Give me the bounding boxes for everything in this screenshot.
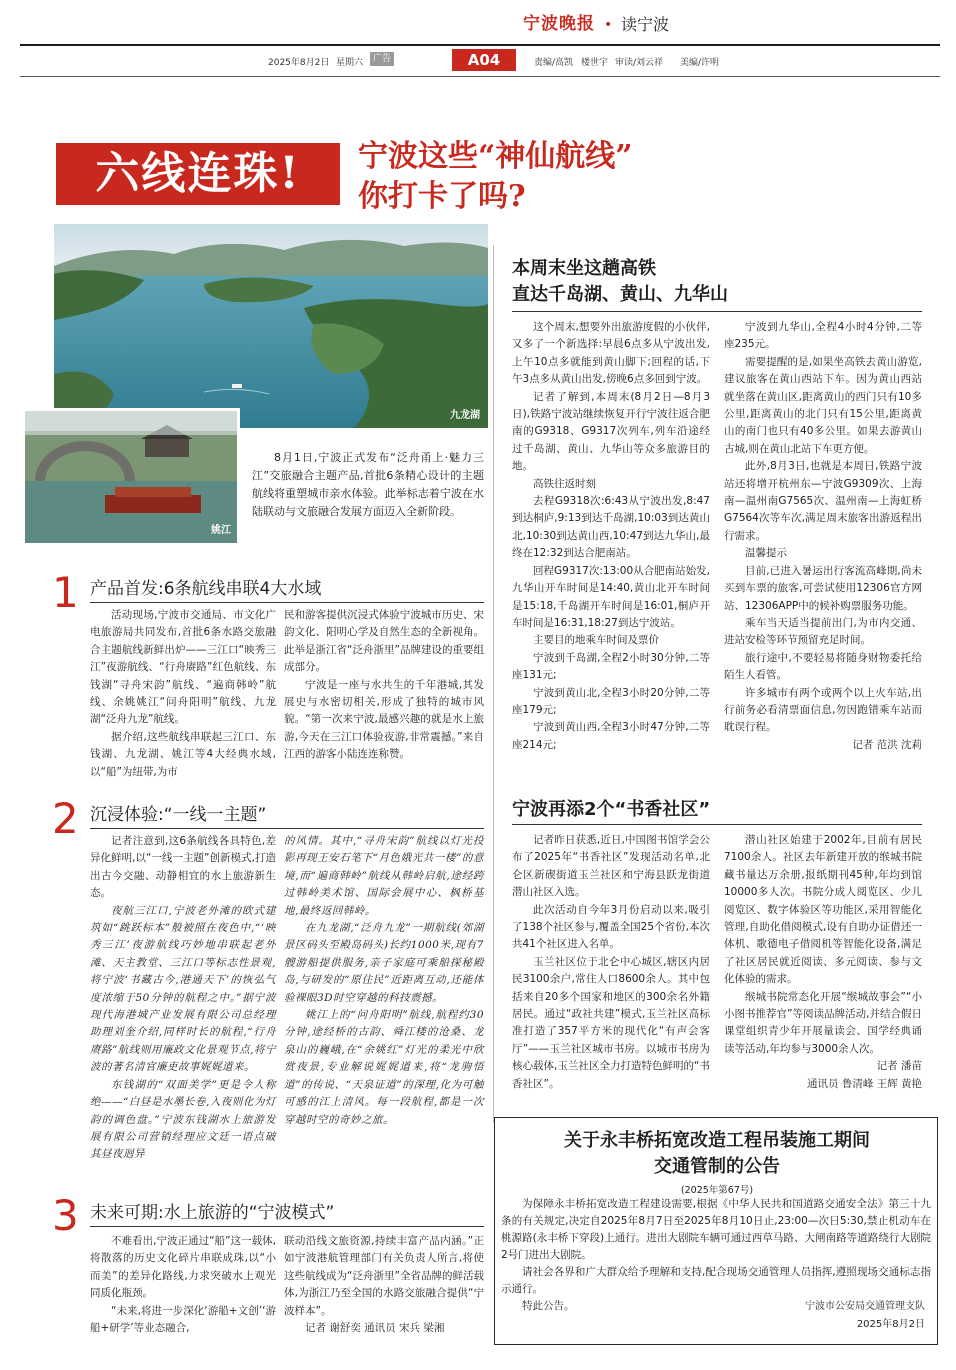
section-title-1: 产品首发:6条航线串联4大水域 xyxy=(90,579,322,599)
page-number: A04 xyxy=(452,49,516,71)
byline: 通讯员 鲁清峰 王辉 黄艳 xyxy=(806,1077,922,1090)
rail-article-column-a xyxy=(512,319,710,754)
masthead-section: 读宁波 xyxy=(621,15,670,34)
section-3-column-a xyxy=(90,1233,276,1337)
byline: 记者 范洪 沈莉 xyxy=(852,738,922,751)
book-article-rule xyxy=(512,824,922,825)
issue-weekday: 星期六 xyxy=(336,58,364,68)
rail-article-rule xyxy=(512,311,922,312)
paragraph: 旅行途中,不要轻易将随身财物委托给陌生人看管。 xyxy=(724,651,922,682)
paragraph: 联动沿线文旅资源,持续丰富产品内涵。”正如宁波港航管理部门有关负责人所言,将使这些航线成为“泛舟浙里”全省品牌的鲜活载体,为浙江乃至全国的水路交旅融合提供“宁波样本”。 xyxy=(284,1235,484,1317)
byline: 记者 潘苗 xyxy=(876,1060,922,1073)
book-article-title: 宁波再添2个“书香社区” xyxy=(512,799,711,820)
section-1-column-a xyxy=(90,607,276,781)
paragraph: 据介绍,这些航线串联起三江口、东钱湖、九龙湖、姚江等4大经典水域,以“船”为纽带,为市 xyxy=(90,730,276,778)
credit-review: 审读/刘云祥 xyxy=(615,58,664,68)
masthead-logo: 宁波晚报 xyxy=(523,14,595,34)
paragraph: 民和游客提供沉浸式体验宁波城市历史、宋韵文化、阳明心学及自然生态的全新视角。此举是浙江省“泛舟浙里”品牌建设的重要组成部分。 xyxy=(284,609,484,674)
paragraph: 请社会各界和广大群众给予理解和支持,配合现场交通管理人员指挥,遵照现场交通标志指示通行。 xyxy=(501,1266,931,1295)
paragraph: 记者注意到,这6条航线各具特色,差异化鲜明,以“一线一主题”创新模式,打造出古今交融、动静相宜的水上旅游新生态。 xyxy=(90,835,276,900)
paragraph: 许多城市有两个或两个以上火车站,出行前务必看清票面信息,勿因跑错乘车站而耽误行程。 xyxy=(724,686,922,734)
notice-number: (2025年第67号) xyxy=(680,1185,754,1196)
section-rule-2 xyxy=(90,828,484,829)
rail-article-title-1: 本周末坐这趟高铁 xyxy=(512,258,656,279)
section-title-2: 沉浸体验:“一线一主题” xyxy=(90,805,267,825)
section-rule-3 xyxy=(90,1226,484,1227)
paragraph: 潜山社区始建于2002年,目前有居民7100余人。社区去年新建开放的缑城书院藏书量达万余册,报纸期刊45种,年均到馆10000多人次。书院分成人阅览区、少儿阅览区、数字体验区等功能区,采用智能化管理,自助化借阅模式,设有自助办证借还一体机、歌德电子借阅机等智能化设备,满足了社区居民就近阅读、多元阅读、参与文化体验的需求。 xyxy=(724,834,922,986)
section-number-3: 3 xyxy=(52,1191,79,1240)
yaojiang-photo-illustration xyxy=(25,411,237,543)
paragraph: 夜航三江口,宁波老外滩的欧式建筑如“跳跃标本”般被照在夜色中,“‘映秀三江’夜游航线巧妙地串联起老外滩、天主教堂、三江口等标志性景观,将宁波‘书藏古今,港通天下’的恢弘气度浓缩于50分钟的航程之中。”据宁波现代海港城产业发展有限公司总经理助理刘奎介绍,同样时长的航程,“行舟赓路”航线则用廉政文化景观节点,将宁波的著名清官廉吏故事娓娓道来。 xyxy=(90,904,276,1074)
paragraph: 去程G9318次:6:43从宁波出发,8:47到达桐庐,9:13到达千岛湖,10:03到达黄山北,10:30到达黄山西,10:47到达九华山,最终在12:32到达合肥南站。 xyxy=(512,495,710,560)
section-2-column-b xyxy=(284,833,484,1129)
notice-title-1: 关于永丰桥拓宽改造工程吊装施工期间 xyxy=(564,1130,870,1151)
lake-photo xyxy=(54,224,488,428)
section-3-column-b xyxy=(284,1233,484,1337)
book-article-column-b xyxy=(724,832,922,1093)
paragraph: 不难看出,宁波正通过“船”这一载体,将散落的历史文化碎片串联成珠,以“小而美”的差异化路线,力求突破水上观光同质化瓶颈。 xyxy=(90,1235,276,1300)
paragraph: 回程G9317次:13:00从合肥南站始发,九华山开车时间是14:40,黄山北开车时间是15:18,千岛湖开车时间是16:01,桐庐开车时间是16:31,18:27到达宁波站。 xyxy=(512,564,710,629)
paragraph: 宁波到黄山西,全程3小时47分钟,二等座214元; xyxy=(512,721,710,751)
paragraph: 此外,8月3日,也就是本周日,铁路宁波站还将增开杭州东—宁波G9309次、上海南—温州南G7565次、温州南—上海虹桥G7564次等车次,满足周末旅客出游返程出行需求。 xyxy=(724,460,922,542)
section-rule-1 xyxy=(90,602,484,603)
header-divider xyxy=(20,76,940,77)
rail-article-title-2: 直达千岛湖、黄山、九华山 xyxy=(512,284,728,305)
intro-paragraph: 8月1日,宁波正式发布“泛舟甬上·魅力三江”交旅融合主题产品,首批6条精心设计的主题航线将重塑城市亲水体验。此举标志着宁波在水陆联动与文旅融合发展方面迈入全新阶段。 xyxy=(252,451,484,518)
notice-date: 2025年8月2日 xyxy=(856,1319,925,1330)
paragraph: 这个周末,想要外出旅游度假的小伙伴,又多了一个新选择:早晨6点多从宁波出发,上午10点多就能到黄山脚下;回程的话,下午3点多从黄山出发,傍晚6点多回到宁波。 xyxy=(512,321,710,386)
lake-photo-caption: 九龙湖 xyxy=(450,409,480,421)
paragraph: 活动现场,宁波市交通局、市文化广电旅游局共同发布,首批6条水路交旅融合主题航线新鲜出炉——三江口“映秀三江”夜游航线、“行舟赓路”红色航线、东钱湖“寻舟宋韵”航线、“遍商韩岭”航线、余姚姚江“问舟阳明”航线、九龙湖“泛舟九龙”航线。 xyxy=(90,609,276,726)
paragraph: 宁波到千岛湖,全程2小时30分钟,二等座131元; xyxy=(512,651,710,682)
paragraph: 为保障永丰桥拓宽改造工程建设需要,根据《中华人民共和国道路交通安全法》第三十九条的有关规定,决定自2025年8月7日至2025年8月10日止,23:00—次日5:30,禁止机动车在桃源路(永丰桥下穿段)上通行。进出大剧院车辆可通过西草马路、大闸南路等道路绕行大剧院2号门进出大剧院。 xyxy=(501,1198,931,1261)
byline: 记者 谢舒奕 通讯员 宋兵 梁湘 xyxy=(305,1322,445,1335)
notice-title-2: 交通管制的公告 xyxy=(654,1156,780,1177)
paragraph: 宁波到九华山,全程4小时4分钟,二等座235元。 xyxy=(724,321,922,351)
paragraph: 此次活动自今年3月份启动以来,吸引了138个社区参与,覆盖全国25个省份,本次共41个社区进入名单。 xyxy=(512,903,710,951)
paragraph: 的风情。其中,“寻舟宋韵”航线以灯光投影再现王安石笔下“月色娥光共一楼”的意境,而“遍商韩岭”航线从韩岭启航,途经跨过韩岭美术馆、国际会展中心、枫桥基地,最终返回韩岭。 xyxy=(284,835,484,917)
paragraph: 宁波到黄山北,全程3小时20分钟,二等座179元; xyxy=(512,686,710,716)
masthead-rule xyxy=(20,44,940,46)
section-number-1: 1 xyxy=(52,568,79,617)
paragraph: 宁波是一座与水共生的千年港城,其发展史与水密切相关,形成了独特的城市风貌。“第一次来宁波,最感兴趣的就是水上旅游,今天在三江口体验夜游,非常震撼。”来自江西的游客小陆连连称赞。 xyxy=(284,678,484,761)
paragraph: 在九龙湖,“泛舟九龙”一期航线(郊湖景区码头至殿岛码头)长约1000米,现有7艘游船提供服务,亲子家庭可乘船探秘殿岛,与研发的“原住民”近距离互动,还能体验裸眼3D时空穿越的科技震撼。 xyxy=(284,922,484,1004)
credit-editor: 责编/高凯 xyxy=(534,58,574,68)
issue-date: 2025年8月2日 xyxy=(268,58,330,68)
book-article-column-a xyxy=(512,832,710,1093)
paragraph: 玉兰社区位于北仑中心城区,辖区内居民3100余户,常住人口8600余人。其中包括来自20多个国家和地区的300余名外籍居民。通过“政社共建”模式,玉兰社区高标准打造了357平方米的现代化“有声会客厅”——玉兰社区城市书房。以城市书房为核心载体,玉兰社区全力打造特色鲜明的“书香社区”。 xyxy=(512,955,710,1090)
paragraph: 记者了解到,本周末(8月2日—8月3日),铁路宁波站继续恢复开行宁波往返合肥南的G9318、G9317次列车,列车沿途经过千岛湖、黄山、九华山等众多旅游目的地。 xyxy=(512,390,710,473)
section-2-column-a xyxy=(90,833,276,1164)
rail-article-column-b xyxy=(724,319,922,754)
paragraph: 东钱湖的“双面美学”更是令人称绝——“白昼是水墨长卷,入夜则化为灯韵的调色盘。”宁波东钱湖水上旅游发展有限公司营销经理应文廷一语点破其昼夜迥异 xyxy=(90,1078,276,1161)
credit-layout: 楼世宇 xyxy=(581,58,609,68)
subheading: 主要目的地乘车时间及票价 xyxy=(533,634,659,647)
paragraph: 需要提醒的是,如果坐高铁去黄山游览,建议旅客在黄山西站下车。因为黄山西站就坐落在黄山区,距离黄山的西门只有10多公里,距离黄山的北门只有15公里,距离黄山的南门也只有40多公里。如果去游黄山古城,则在黄山北站下车更方便。 xyxy=(724,355,922,455)
section-title-3: 未来可期:水上旅游的“宁波模式” xyxy=(90,1203,335,1223)
traffic-notice xyxy=(494,1117,938,1345)
notice-issuer: 宁波市公安局交通管理支队 xyxy=(805,1301,925,1312)
section-1-column-b xyxy=(284,607,484,764)
paragraph: 特此公告。 xyxy=(522,1300,575,1312)
section-number-2: 2 xyxy=(52,794,79,843)
column-divider xyxy=(493,245,494,1123)
paragraph: “未来,将进一步深化‘游船+文创’‘游船+研学’等业态融合, xyxy=(90,1304,276,1335)
paragraph: 记者昨日获悉,近日,中国图书馆学会公布了2025年“书香社区”发现活动名单,北仑区新碶街道玉兰社区和宁海县跃龙街道潜山社区入选。 xyxy=(512,834,710,899)
lake-photo-illustration xyxy=(54,224,488,428)
subheading: 高铁往返时刻 xyxy=(533,477,596,490)
headline-subtitle-1: 宁波这些“神仙航线” xyxy=(358,139,633,174)
paragraph: 缑城书院常态化开展“缑城故事会”“小小图书推荐官”等阅读品牌活动,并结合假日课堂组织青少年开展量读会、国学经典诵读等活动,年均参与3000余人次。 xyxy=(724,990,922,1055)
masthead-dot: • xyxy=(604,17,613,33)
yaojiang-photo xyxy=(22,408,240,546)
headline-subtitle-2: 你打卡了吗? xyxy=(358,179,526,214)
paragraph: 目前,已进入暑运出行客流高峰期,尚未买到车票的旅客,可尝试使用12306官方网站、12306APP中的候补购票服务功能。 xyxy=(724,564,922,612)
ad-badge: 广告 xyxy=(370,52,394,66)
headline-banner: 六线连珠! xyxy=(56,143,340,205)
paragraph: 乘车当天适当提前出门,为市内交通、进站安检等环节预留充足时间。 xyxy=(724,616,922,647)
credit-design: 美编/许明 xyxy=(680,58,720,68)
yaojiang-photo-caption: 姚江 xyxy=(211,524,231,536)
paragraph: 姚江上的“问舟阳明”航线,航程约30分钟,途经桥的古韵、舜江楼的沧桑、龙泉山的巍峨,在“余姚红”灯光的柔光中欣赏夜景,专业解说娓娓道来,将“龙驹悟道”的传说、“天泉证道”的深理,化为可触可感的江上清风。每一段航程,都是一次穿越时空的奇妙之旅。 xyxy=(284,1009,484,1126)
subheading: 温馨提示 xyxy=(745,547,787,560)
